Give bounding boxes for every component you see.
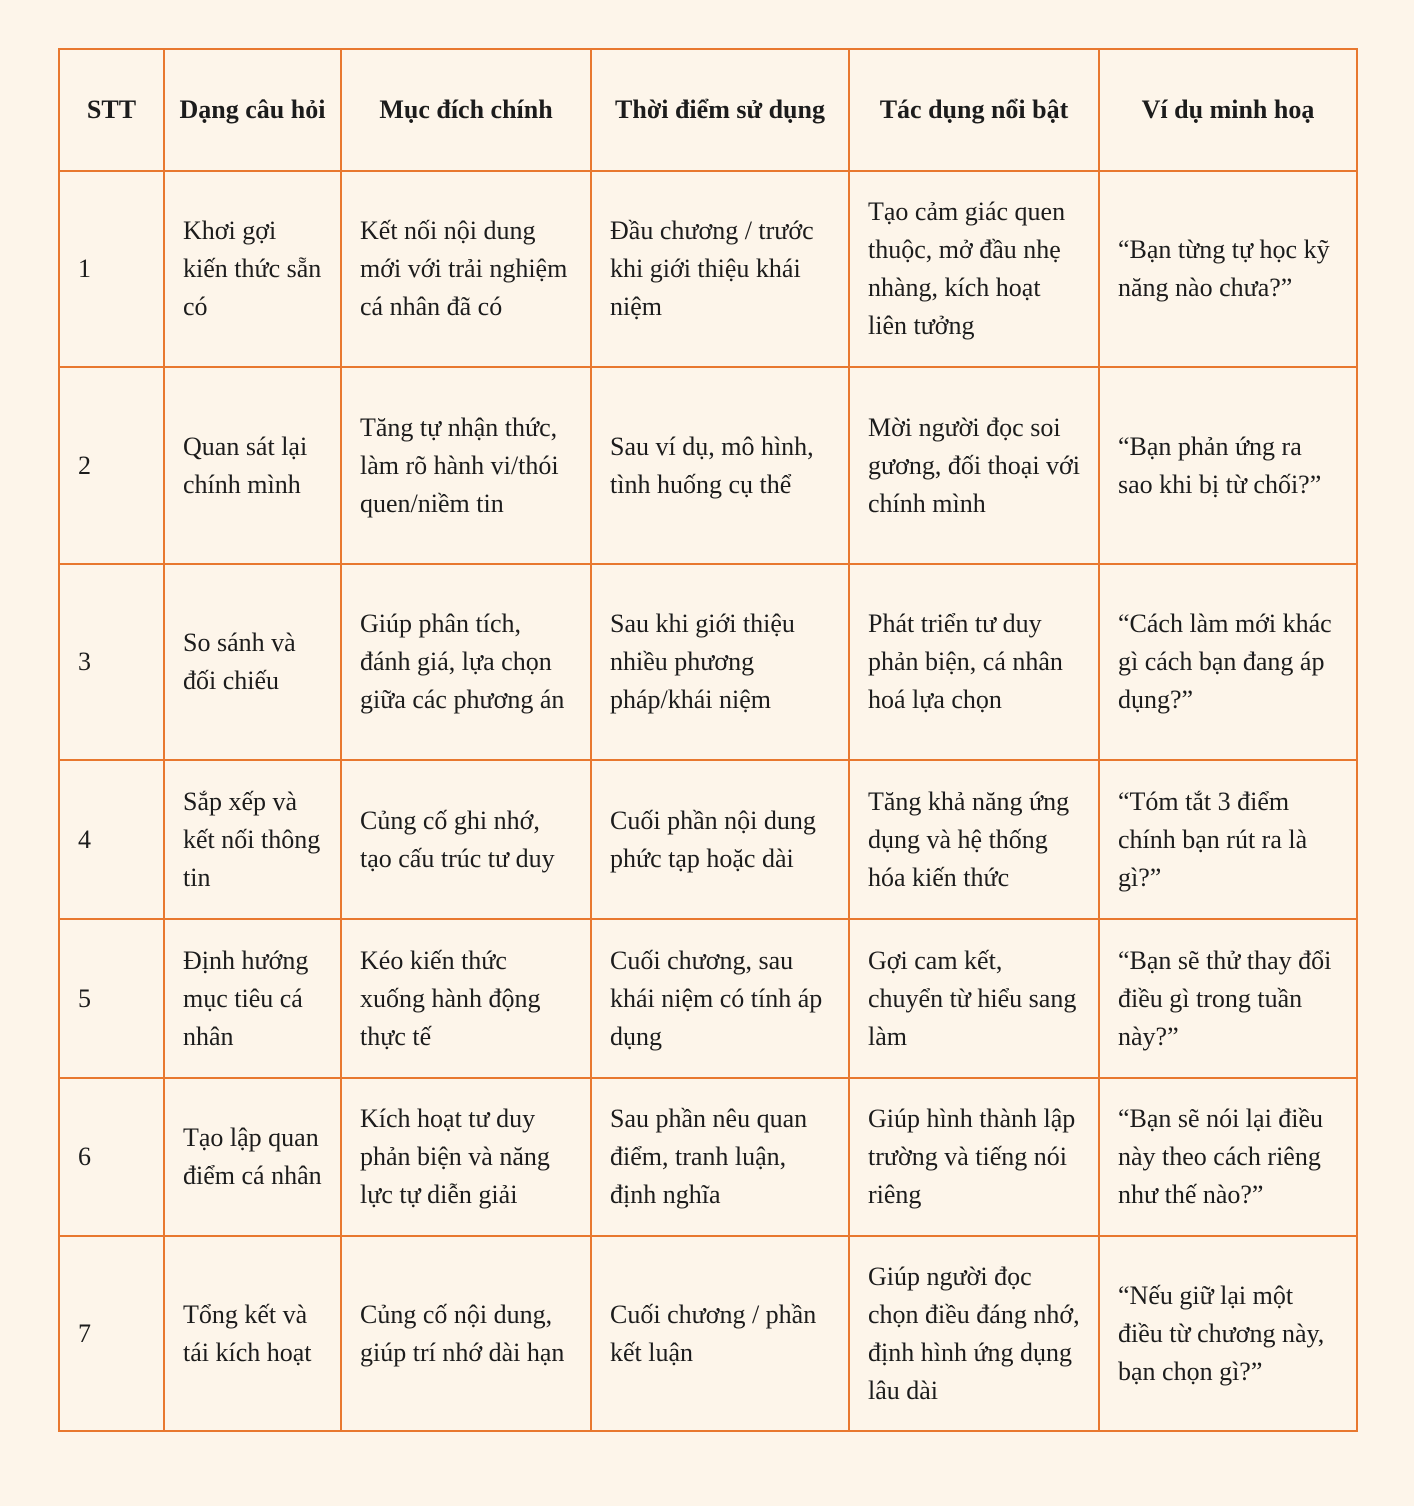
cell-example: “Bạn sẽ thử thay đổi điều gì trong tuần này?”	[1099, 919, 1357, 1078]
cell-stt: 3	[59, 564, 164, 760]
cell-question-type: Khơi gợi kiến thức sẵn có	[164, 171, 341, 367]
cell-stt: 7	[59, 1236, 164, 1431]
table-row	[59, 760, 1357, 919]
cell-question-type: Quan sát lại chính mình	[164, 367, 341, 564]
cell-key-effect: Giúp người đọc chọn điều đáng nhớ, định hình ứng dụng lâu dài	[849, 1236, 1099, 1431]
cell-main-purpose: Giúp phân tích, đánh giá, lựa chọn giữa các phương án	[341, 564, 591, 760]
header-example: Ví dụ minh hoạ	[1099, 49, 1357, 171]
cell-question-type: Định hướng mục tiêu cá nhân	[164, 919, 341, 1078]
header-row	[59, 49, 1357, 171]
cell-key-effect: Gợi cam kết, chuyển từ hiểu sang làm	[849, 919, 1099, 1078]
cell-stt: 6	[59, 1078, 164, 1236]
cell-question-type: Sắp xếp và kết nối thông tin	[164, 760, 341, 919]
cell-stt: 1	[59, 171, 164, 367]
header-key-effect: Tác dụng nổi bật	[849, 49, 1099, 171]
table-row	[59, 367, 1357, 564]
header-stt: STT	[59, 49, 164, 171]
header-question-type: Dạng câu hỏi	[164, 49, 341, 171]
cell-usage-time: Sau phần nêu quan điểm, tranh luận, định nghĩa	[591, 1078, 849, 1236]
cell-example: “Bạn sẽ nói lại điều này theo cách riêng như thế nào?”	[1099, 1078, 1357, 1236]
cell-question-type: Tổng kết và tái kích hoạt	[164, 1236, 341, 1431]
cell-example: “Bạn từng tự học kỹ năng nào chưa?”	[1099, 171, 1357, 367]
question-types-table-container	[58, 48, 1358, 1432]
cell-key-effect: Giúp hình thành lập trường và tiếng nói riêng	[849, 1078, 1099, 1236]
header-main-purpose: Mục đích chính	[341, 49, 591, 171]
cell-stt: 5	[59, 919, 164, 1078]
cell-example: “Bạn phản ứng ra sao khi bị từ chối?”	[1099, 367, 1357, 564]
header-usage-time: Thời điểm sử dụng	[591, 49, 849, 171]
cell-main-purpose: Tăng tự nhận thức, làm rõ hành vi/thói quen/niềm tin	[341, 367, 591, 564]
cell-stt: 4	[59, 760, 164, 919]
cell-key-effect: Phát triển tư duy phản biện, cá nhân hoá lựa chọn	[849, 564, 1099, 760]
cell-usage-time: Đầu chương / trước khi giới thiệu khái niệm	[591, 171, 849, 367]
cell-main-purpose: Kéo kiến thức xuống hành động thực tế	[341, 919, 591, 1078]
cell-example: “Nếu giữ lại một điều từ chương này, bạn chọn gì?”	[1099, 1236, 1357, 1431]
cell-usage-time: Sau khi giới thiệu nhiều phương pháp/khái niệm	[591, 564, 849, 760]
cell-main-purpose: Củng cố ghi nhớ, tạo cấu trúc tư duy	[341, 760, 591, 919]
cell-main-purpose: Kết nối nội dung mới với trải nghiệm cá nhân đã có	[341, 171, 591, 367]
cell-main-purpose: Kích hoạt tư duy phản biện và năng lực tự diễn giải	[341, 1078, 591, 1236]
table-row	[59, 1078, 1357, 1236]
table-row	[59, 919, 1357, 1078]
table-row	[59, 1236, 1357, 1431]
cell-key-effect: Mời người đọc soi gương, đối thoại với chính mình	[849, 367, 1099, 564]
cell-key-effect: Tạo cảm giác quen thuộc, mở đầu nhẹ nhàng, kích hoạt liên tưởng	[849, 171, 1099, 367]
cell-main-purpose: Củng cố nội dung, giúp trí nhớ dài hạn	[341, 1236, 591, 1431]
cell-usage-time: Cuối chương, sau khái niệm có tính áp dụng	[591, 919, 849, 1078]
cell-usage-time: Cuối chương / phần kết luận	[591, 1236, 849, 1431]
table-row	[59, 171, 1357, 367]
cell-stt: 2	[59, 367, 164, 564]
table-row	[59, 564, 1357, 760]
cell-key-effect: Tăng khả năng ứng dụng và hệ thống hóa kiến thức	[849, 760, 1099, 919]
cell-question-type: Tạo lập quan điểm cá nhân	[164, 1078, 341, 1236]
cell-question-type: So sánh và đối chiếu	[164, 564, 341, 760]
cell-example: “Tóm tắt 3 điểm chính bạn rút ra là gì?”	[1099, 760, 1357, 919]
cell-usage-time: Sau ví dụ, mô hình, tình huống cụ thể	[591, 367, 849, 564]
cell-example: “Cách làm mới khác gì cách bạn đang áp dụng?”	[1099, 564, 1357, 760]
cell-usage-time: Cuối phần nội dung phức tạp hoặc dài	[591, 760, 849, 919]
question-types-table	[58, 48, 1358, 1432]
